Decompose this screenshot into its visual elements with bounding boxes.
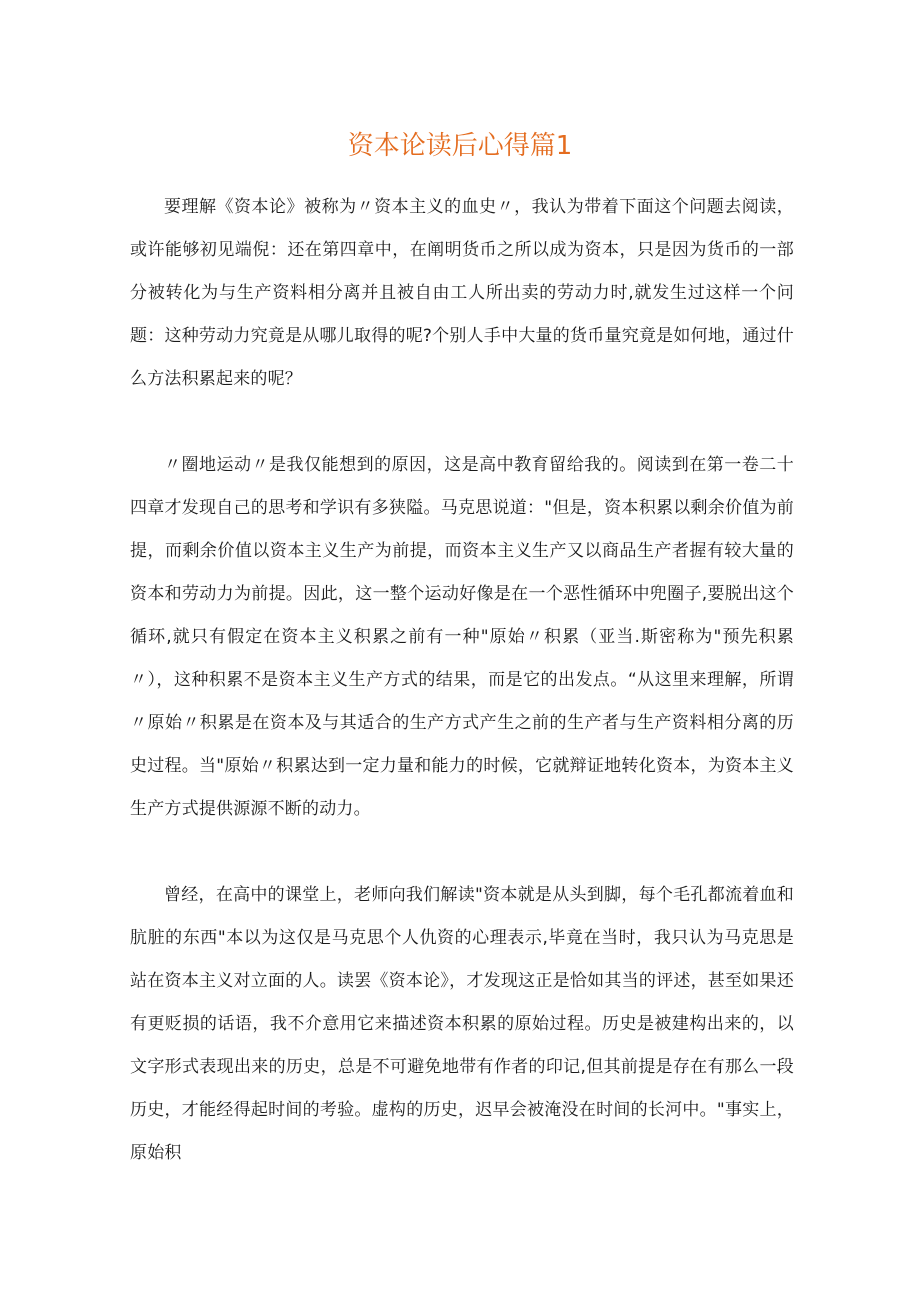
paragraph-1: 要理解《资本论》被称为〃资本主义的血史〃，我认为带着下面这个问题去阅读，或许能够初见端倪：还在第四章中，在阐明货币之所以成为资本，只是因为货币的一部分被转化为与生产资料相分离并且被自由工人所出卖的劳动力时,就发生过这样一个问题：这种劳动力究竟是从哪儿取得的呢?个别人手中大量的货币量究竟是如何地，通过什么方法积累起来的呢？ bbox=[130, 197, 794, 389]
paragraph-2: 〃圈地运动〃是我仅能想到的原因，这是高中教育留给我的。阅读到在第一卷二十四章才发现自己的思考和学识有多狭隘。马克思说道："但是，资本积累以剩余价值为前提，而剩余价值以资本主义生产为前提，而资本主义生产又以商品生产者握有较大量的资本和劳动力为前提。因此，这一整个运动好像是在一个恶性循环中兜圈子,要脱出这个循环,就只有假定在资本主义积累之前有一种"原始〃积累（亚当.斯密称为"预先积累〃），这种积累不是资本主义生产方式的结果，而是它的出发点。“从这里来理解，所谓〃原始〃积累是在资本及与其适合的生产方式产生之前的生产者与生产资料相分离的历史过程。当"原始〃积累达到一定力量和能力的时候，它就辩证地转化资本，为资本主义生产方式提供源源不断的动力。 bbox=[130, 455, 794, 819]
page-title: 资本论读后心得篇1 bbox=[347, 131, 573, 161]
document-body bbox=[130, 186, 794, 1175]
paragraph-3: 曾经，在高中的课堂上，老师向我们解读"资本就是从头到脚，每个毛孔都流着血和肮脏的东西"本以为这仅是马克思个人仇资的心理表示,毕竟在当时，我只认为马克思是站在资本主义对立面的人。读罢《资本论》，才发现这正是恰如其当的评述，甚至如果还有更贬损的话语，我不介意用它来描述资本积累的原始过程。历史是被建构出来的，以文字形式表现出来的历史，总是不可避免地带有作者的印记,但其前提是存在有那么一段历史，才能经得起时间的考验。虚构的历史，迟早会被淹没在时间的长河中。"事实上，原始积 bbox=[130, 885, 794, 1163]
